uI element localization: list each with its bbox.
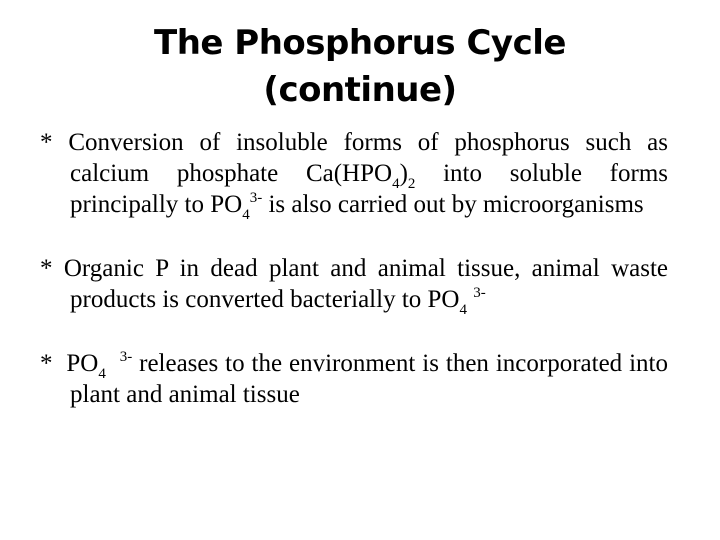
bullet-text: Organic P in dead plant and animal tissue, animal waste products is converted bacterially to PO [63,255,668,313]
bullet-text: PO [66,350,99,377]
bullet-point-1 [40,127,669,223]
bullet-text: into soluble forms principally to PO [70,160,668,218]
superscript: 3- [473,285,486,301]
subscript: 4 [459,302,467,318]
bullet-text: Conversion of insoluble forms of phosphorus such as calcium phosphate Ca(HPO [68,129,669,187]
bullet-marker: * [40,350,53,377]
bullet-text: releases to the environment is then incorporated into plant and animal tissue [70,350,668,408]
bullet-marker: * [40,255,53,282]
bullet-text: ) [399,160,408,187]
title-line-2: (continue) [263,70,457,110]
title-line-1: The Phosphorus Cycle [154,23,566,63]
bullet-marker: * [40,129,53,156]
subscript: 4 [242,207,250,223]
bullet-text: is also carried out by microorganisms [262,191,644,218]
subscript: 2 [407,176,416,192]
subscript: 4 [392,176,400,192]
superscript: 3- [119,349,133,365]
superscript: 3- [249,190,263,206]
bullet-point-3 [40,348,668,410]
slide-body [40,127,668,410]
bullet-point-2 [40,253,668,318]
subscript: 4 [98,366,106,382]
slide-title [0,20,720,114]
